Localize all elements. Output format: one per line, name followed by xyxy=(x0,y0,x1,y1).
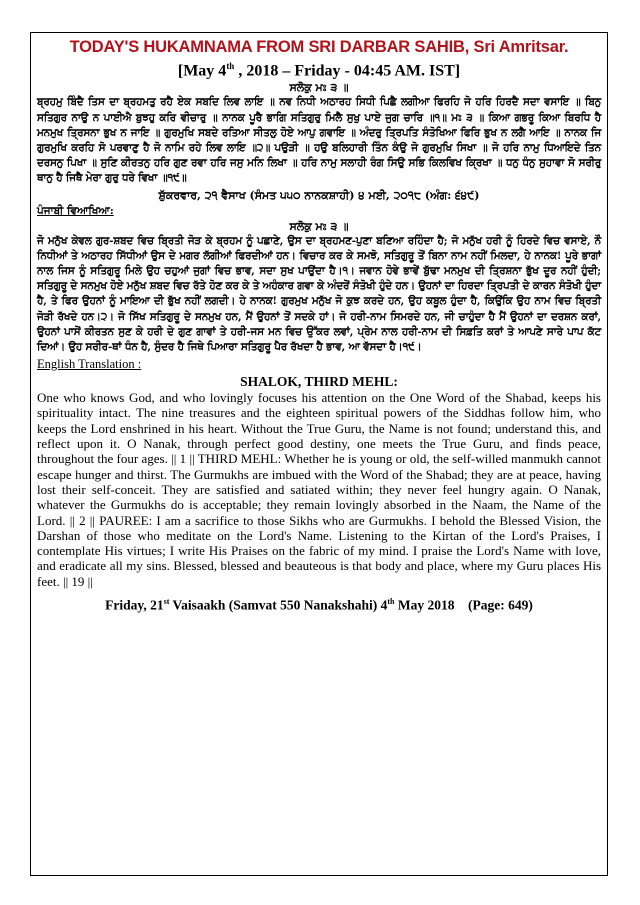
date-open: [May 4 xyxy=(177,62,227,80)
punjabi-label: ਪੰਜਾਬੀ ਵਿਆਖਿਆ: xyxy=(37,204,114,217)
hukamnama-document xyxy=(30,32,608,876)
footer-page: (Page: 649) xyxy=(468,597,533,613)
date-line xyxy=(37,57,601,80)
footer-samvat: Vaisaakh (Samvat 550 Nanakshahi) 4 xyxy=(169,597,388,613)
punjabi-heading: ਸਲੋਕੁ ਮਃ ੩ ॥ xyxy=(289,219,349,233)
english-text: One who knows God, and who lovingly focuses his attention on the One Word of the Shabad, keeps his spirituality intact. The nine treasures and the eighteen spiritual powers of the Siddhas follow him, who keeps the Lord enshrined in his heart. Without the True Guru, the Name is not found; understand this, and reflect upon it. O Nanak, through perfect good destiny, one meets the True Guru, and finds peace, throughout the four ages. || 1 || THIRD MEHL: Whether he is young or old, the self-willed manmukh cannot escape hunger and thirst. The Gurmukhs are imbued with the Word of the Shabad; they are at peace, having lost their self-conceit. They are satisfied and satiated within; they never feel hungry again. O Nanak, whatever the Gurmukhs do is acceptable; they remain lovingly absorbed in the Naam, the Name of the Lord. || 2 || PAUREE: I am a sacrifice to those Sikhs who are Gurmukhs. I behold the Blessed Vision, the Darshan of those who meditate on the Lord's Name. Listening to the Kirtan of the Lord's Praises, I contemplate His virtues; I write His Praises on the fabric of my mind. I praise the Lord's Name with love, and eradicate all my sins. Blessed, blessed and beauteous is that body and place, where my Guru places His feet. || 19 || xyxy=(37,390,601,589)
date-superscript: th xyxy=(226,61,235,71)
footer-sup-1: st xyxy=(163,597,170,607)
punjabi-text: ਜੋ ਮਨੁੱਖ ਕੇਵਲ ਗੁਰ-ਸ਼ਬਦ ਵਿਚ ਬ੍ਰਿਤੀ ਜੋੜ ਕੇ ਬ੍ਰਹਮ ਨੂੰ ਪਛਾਣੇ, ਉਸ ਦਾ ਬ੍ਰਹਮਣ-ਪੁਣਾ ਬਣਿਆ ਰਹਿੰਦਾ ਹੈ; ਜੋ ਮਨੁੱਖ ਹਰੀ ਨੂੰ ਹਿਰਦੇ ਵਿਚ ਵਸਾਏ, ਨੌ ਨਿਧੀਆਂ ਤੇ ਅਠਾਰਹ ਸਿੱਧੀਆਂ ਉਸ ਦੇ ਮਗਰ ਲੱਗੀਆਂ ਫਿਰਦੀਆਂ ਹਨ। ਵਿਚਾਰ ਕਰ ਕੇ ਸਮਝੋ, ਸਤਿਗੁਰੂ ਤੋਂ ਬਿਨਾ ਨਾਮ ਨਹੀਂ ਮਿਲਦਾ, ਹੇ ਨਾਨਕ! ਪੂਰੇ ਭਾਗਾਂ ਨਾਲ ਜਿਸ ਨੂੰ ਸਤਿਗੁਰੂ ਮਿਲੇ ਉਹ ਚਹੁਆਂ ਜੁਗਾਂ ਵਿਚ ਭਾਵ, ਸਦਾ ਸੁਖ ਪਾਉਂਦਾ ਹੈ।੧। ਜਵਾਨ ਹੋਵੇ ਭਾਵੇਂ ਬੁੱਢਾ ਮਨਮੁਖ ਦੀ ਤ੍ਰਿਸ਼ਨਾ ਭੁੱਖ ਦੂਰ ਨਹੀਂ ਹੁੰਦੀ; ਸਤਿਗੁਰੂ ਦੇ ਸਨਮੁਖ ਹੋਏ ਮਨੁੱਖ ਸ਼ਬਦ ਵਿਚ ਰੱਤੇ ਹੋਣ ਕਰ ਕੇ ਤੇ ਅਹੰਕਾਰ ਗਵਾ ਕੇ ਅੰਦਰੋਂ ਸੰਤੋਖੀ ਹੁੰਦੇ ਹਨ। ਉਹਨਾਂ ਦਾ ਹਿਰਦਾ ਤ੍ਰਿਪਤੀ ਦੇ ਕਾਰਨ ਸੰਤੋਖੀ ਹੁੰਦਾ ਹੈ, ਤੇ ਫਿਰ ਉਹਨਾਂ ਨੂੰ ਮਾਇਆ ਦੀ ਭੁੱਖ ਨਹੀਂ ਲਗਦੀ। ਹੇ ਨਾਨਕ! ਗੁਰਮੁਖ ਮਨੁੱਖ ਜੋ ਕੁਝ ਕਰਦੇ ਹਨ, ਉਹ ਕਬੂਲ ਹੁੰਦਾ ਹੈ, ਕਿਉਂਕਿ ਉਹ ਨਾਮ ਵਿਚ ਬ੍ਰਿਤੀ ਜੋੜੀ ਰੱਖਦੇ ਹਨ।੨। ਜੋ ਸਿੱਖ ਸਤਿਗੁਰੂ ਦੇ ਸਨਮੁਖ ਹਨ, ਮੈਂ ਉਹਨਾਂ ਤੋਂ ਸਦਕੇ ਹਾਂ। ਜੋ ਹਰੀ-ਨਾਮ ਸਿਮਰਦੇ ਹਨ, ਜੀ ਚਾਹੁੰਦਾ ਹੈ ਮੈਂ ਉਹਨਾਂ ਦਾ ਦਰਸ਼ਨ ਕਰਾਂ, ਉਹਨਾਂ ਪਾਸੋਂ ਕੀਰਤਨ ਸੁਣ ਕੇ ਹਰੀ ਦੇ ਗੁਣ ਗਾਵਾਂ ਤੇ ਹਰੀ-ਜਸ ਮਨ ਵਿਚ ਉੱਕਰ ਲਵਾਂ, ਪ੍ਰੇਮ ਨਾਲ ਹਰੀ-ਨਾਮ ਦੀ ਸਿਫ਼ਤਿ ਕਰਾਂ ਤੇ ਆਪਣੇ ਸਾਰੇ ਪਾਪ ਕੱਟ ਦਿਆਂ। ਉਹ ਸਰੀਰ-ਥਾਂ ਧੰਨ ਹੈ, ਸੁੰਦਰ ਹੈ ਜਿਥੇ ਪਿਆਰਾ ਸਤਿਗੁਰੂ ਪੈਰ ਰੱਖਦਾ ਹੈ ਭਾਵ, ਆ ਵੱਸਦਾ ਹੈ।੧੯। xyxy=(37,234,601,353)
footer-year: May 2018 xyxy=(394,597,455,613)
gurmukhi-date-line: ਸ਼ੁੱਕਰਵਾਰ, ੨੧ ਵੈਸਾਖ (ਸੰਮਤ ੫੫੦ ਨਾਨਕਸ਼ਾਹੀ) ੪ ਮਈ, ੨੦੧੮ (ਅੰਗ: ੬੪੯) xyxy=(158,188,480,202)
english-heading: SHALOK, THIRD MEHL: xyxy=(240,374,398,390)
english-label: English Translation : xyxy=(37,357,142,372)
document-title: TODAY'S HUKAMNAMA FROM SRI DARBAR SAHIB, Sri Amritsar. xyxy=(69,38,569,56)
footer-sup-2: th xyxy=(387,597,395,607)
footer-day: Friday, 21 xyxy=(105,597,164,613)
gurbani-text: ਬ੍ਰਹਮੁ ਬਿੰਦੈ ਤਿਸ ਦਾ ਬ੍ਰਹਮਤੁ ਰਹੈ ਏਕ ਸਬਦਿ ਲਿਵ ਲਾਇ ॥ ਨਵ ਨਿਧੀ ਅਠਾਰਹ ਸਿਧੀ ਪਿਛੈ ਲਗੀਆ ਫਿਰਹਿ ਜੋ ਹਰਿ ਹਿਰਦੈ ਸਦਾ ਵਸਾਇ ॥ ਬਿਨੁ ਸਤਿਗੁਰ ਨਾਉ ਨ ਪਾਈਐ ਬੁਝਹੁ ਕਰਿ ਵੀਚਾਰੁ ॥ ਨਾਨਕ ਪੂਰੈ ਭਾਗਿ ਸਤਿਗੁਰੁ ਮਿਲੈ ਸੁਖੁ ਪਾਏ ਜੁਗ ਚਾਰਿ ॥੧॥ ਮਃ ੩ ॥ ਕਿਆ ਗਭਰੂ ਕਿਆ ਬਿਰਧਿ ਹੈ ਮਨਮੁਖ ਤ੍ਰਿਸਨਾ ਭੁਖ ਨ ਜਾਇ ॥ ਗੁਰਮੁਖਿ ਸਬਦੇ ਰਤਿਆ ਸੀਤਲੁ ਹੋਏ ਆਪੁ ਗਵਾਇ ॥ ਅੰਦਰੁ ਤ੍ਰਿਪਤਿ ਸੰਤੋਖਿਆ ਫਿਰਿ ਭੁਖ ਨ ਲਗੈ ਆਇ ॥ ਨਾਨਕ ਜਿ ਗੁਰਮੁਖਿ ਕਰਹਿ ਸੋ ਪਰਵਾਣੁ ਹੈ ਜੋ ਨਾਮਿ ਰਹੇ ਲਿਵ ਲਾਇ ॥੨॥ ਪਉੜੀ ॥ ਹਉ ਬਲਿਹਾਰੀ ਤਿੰਨ ਕੰਉ ਜੋ ਗੁਰਮੁਖਿ ਸਿਖਾ ॥ ਜੋ ਹਰਿ ਨਾਮੁ ਧਿਆਇਦੇ ਤਿਨ ਦਰਸਨੁ ਪਿਖਾ ॥ ਸੁਣਿ ਕੀਰਤਨੁ ਹਰਿ ਗੁਣ ਰਵਾ ਹਰਿ ਜਸੁ ਮਨਿ ਲਿਖਾ ॥ ਹਰਿ ਨਾਮੁ ਸਲਾਹੀ ਰੰਗ ਸਿਉ ਸਭਿ ਕਿਲਵਿਖ ਕ੍ਰਿਖਾ ॥ ਧਨੁ ਧੰਨੁ ਸੁਹਾਵਾ ਸੋ ਸਰੀਰੁ ਥਾਨੁ ਹੈ ਜਿਥੈ ਮੇਰਾ ਗੁਰੁ ਧਰੇ ਵਿਖਾ ॥੧੯॥ xyxy=(37,96,601,185)
date-rest: , 2018 – Friday - 04:45 AM. IST] xyxy=(234,62,461,80)
footer-line xyxy=(37,592,601,616)
gurbani-heading: ਸਲੋਕੁ ਮਃ ੩ ॥ xyxy=(289,81,349,95)
